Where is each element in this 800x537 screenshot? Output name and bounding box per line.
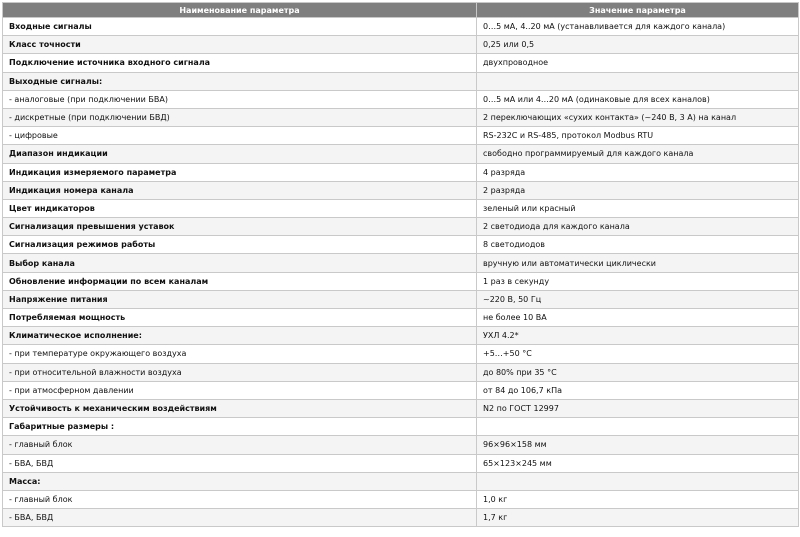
table-row: [3, 345, 799, 363]
table-row: [3, 381, 799, 399]
parameter-value-cell: 8 светодиодов: [477, 236, 799, 254]
parameter-name-cell: Напряжение питания: [3, 290, 477, 308]
parameter-value-cell: 0…5 мА, 4..20 мА (устанавливается для каждого канала): [477, 18, 799, 36]
table-row: [3, 127, 799, 145]
parameter-name-cell: Климатическое исполнение:: [3, 327, 477, 345]
parameter-name-cell: Индикация номера канала: [3, 181, 477, 199]
parameter-value-cell: до 80% при 35 °С: [477, 363, 799, 381]
parameter-value-cell: +5…+50 °С: [477, 345, 799, 363]
parameter-value-cell: 65×123×245 мм: [477, 454, 799, 472]
parameter-name-cell: - при атмосферном давлении: [3, 381, 477, 399]
parameter-name-cell: Обновление информации по всем каналам: [3, 272, 477, 290]
parameter-name-cell: - при температуре окружающего воздуха: [3, 345, 477, 363]
parameter-name-cell: Выходные сигналы:: [3, 72, 477, 90]
parameter-value-cell: 96×96×158 мм: [477, 436, 799, 454]
table-header-row: [3, 3, 799, 18]
parameter-value-cell: [477, 418, 799, 436]
parameter-value-cell: [477, 472, 799, 490]
parameter-value-cell: УХЛ 4.2*: [477, 327, 799, 345]
table-row: [3, 36, 799, 54]
parameter-value-cell: 1,0 кг: [477, 490, 799, 508]
parameter-value-cell: 1 раз в секунду: [477, 272, 799, 290]
table-row: [3, 254, 799, 272]
parameter-name-cell: Габаритные размеры :: [3, 418, 477, 436]
table-row: [3, 454, 799, 472]
table-row: [3, 163, 799, 181]
parameter-name-cell: Класс точности: [3, 36, 477, 54]
table-row: [3, 327, 799, 345]
parameter-value-cell: зеленый или красный: [477, 199, 799, 217]
table-row: [3, 290, 799, 308]
table-row: [3, 363, 799, 381]
parameter-name-cell: Входные сигналы: [3, 18, 477, 36]
parameter-name-cell: - при относительной влажности воздуха: [3, 363, 477, 381]
table-row: [3, 199, 799, 217]
parameter-name-cell: Диапазон индикации: [3, 145, 477, 163]
parameter-name-cell: Подключение источника входного сигнала: [3, 54, 477, 72]
parameter-name-cell: Сигнализация режимов работы: [3, 236, 477, 254]
table-row: [3, 399, 799, 417]
parameter-value-header: Значение параметра: [477, 3, 799, 18]
parameter-value-cell: 1,7 кг: [477, 509, 799, 527]
table-row: [3, 436, 799, 454]
parameter-name-cell: - главный блок: [3, 436, 477, 454]
parameter-name-cell: - главный блок: [3, 490, 477, 508]
table-row: [3, 490, 799, 508]
table-row: [3, 108, 799, 126]
parameter-name-cell: Устойчивость к механическим воздействиям: [3, 399, 477, 417]
parameter-name-cell: Сигнализация превышения уставок: [3, 218, 477, 236]
parameter-value-cell: двухпроводное: [477, 54, 799, 72]
parameter-value-cell: 4 разряда: [477, 163, 799, 181]
table-row: [3, 72, 799, 90]
table-row: [3, 218, 799, 236]
parameter-name-cell: - дискретные (при подключении БВД): [3, 108, 477, 126]
parameter-name-cell: Индикация измеряемого параметра: [3, 163, 477, 181]
parameter-name-cell: - цифровые: [3, 127, 477, 145]
parameter-name-cell: Масса:: [3, 472, 477, 490]
parameter-value-cell: не более 10 ВА: [477, 309, 799, 327]
parameter-value-cell: RS-232C и RS-485, протокол Modbus RTU: [477, 127, 799, 145]
table-row: [3, 236, 799, 254]
parameter-value-cell: 2 переключающих «сухих контакта» (~240 В, 3 А) на канал: [477, 108, 799, 126]
table-row: [3, 309, 799, 327]
table-row: [3, 90, 799, 108]
parameter-value-cell: вручную или автоматически циклически: [477, 254, 799, 272]
table-row: [3, 418, 799, 436]
table-row: [3, 272, 799, 290]
parameter-value-cell: от 84 до 106,7 кПа: [477, 381, 799, 399]
parameter-name-cell: Выбор канала: [3, 254, 477, 272]
table-row: [3, 145, 799, 163]
parameter-value-cell: 2 светодиода для каждого канала: [477, 218, 799, 236]
parameter-value-cell: 0…5 мА или 4…20 мА (одинаковые для всех каналов): [477, 90, 799, 108]
specifications-table: [2, 2, 799, 527]
parameter-name-cell: - аналоговые (при подключении БВА): [3, 90, 477, 108]
parameter-value-cell: N2 по ГОСТ 12997: [477, 399, 799, 417]
parameter-value-cell: [477, 72, 799, 90]
table-row: [3, 54, 799, 72]
parameter-name-cell: - БВА, БВД: [3, 509, 477, 527]
parameter-value-cell: 2 разряда: [477, 181, 799, 199]
parameter-value-cell: свободно программируемый для каждого канала: [477, 145, 799, 163]
parameter-name-cell: Потребляемая мощность: [3, 309, 477, 327]
parameter-name-header: Наименование параметра: [3, 3, 477, 18]
table-row: [3, 18, 799, 36]
table-body: [3, 18, 799, 527]
table-row: [3, 181, 799, 199]
parameter-name-cell: - БВА, БВД: [3, 454, 477, 472]
table-row: [3, 472, 799, 490]
table-row: [3, 509, 799, 527]
parameter-value-cell: ~220 В, 50 Гц: [477, 290, 799, 308]
parameter-value-cell: 0,25 или 0,5: [477, 36, 799, 54]
parameter-name-cell: Цвет индикаторов: [3, 199, 477, 217]
